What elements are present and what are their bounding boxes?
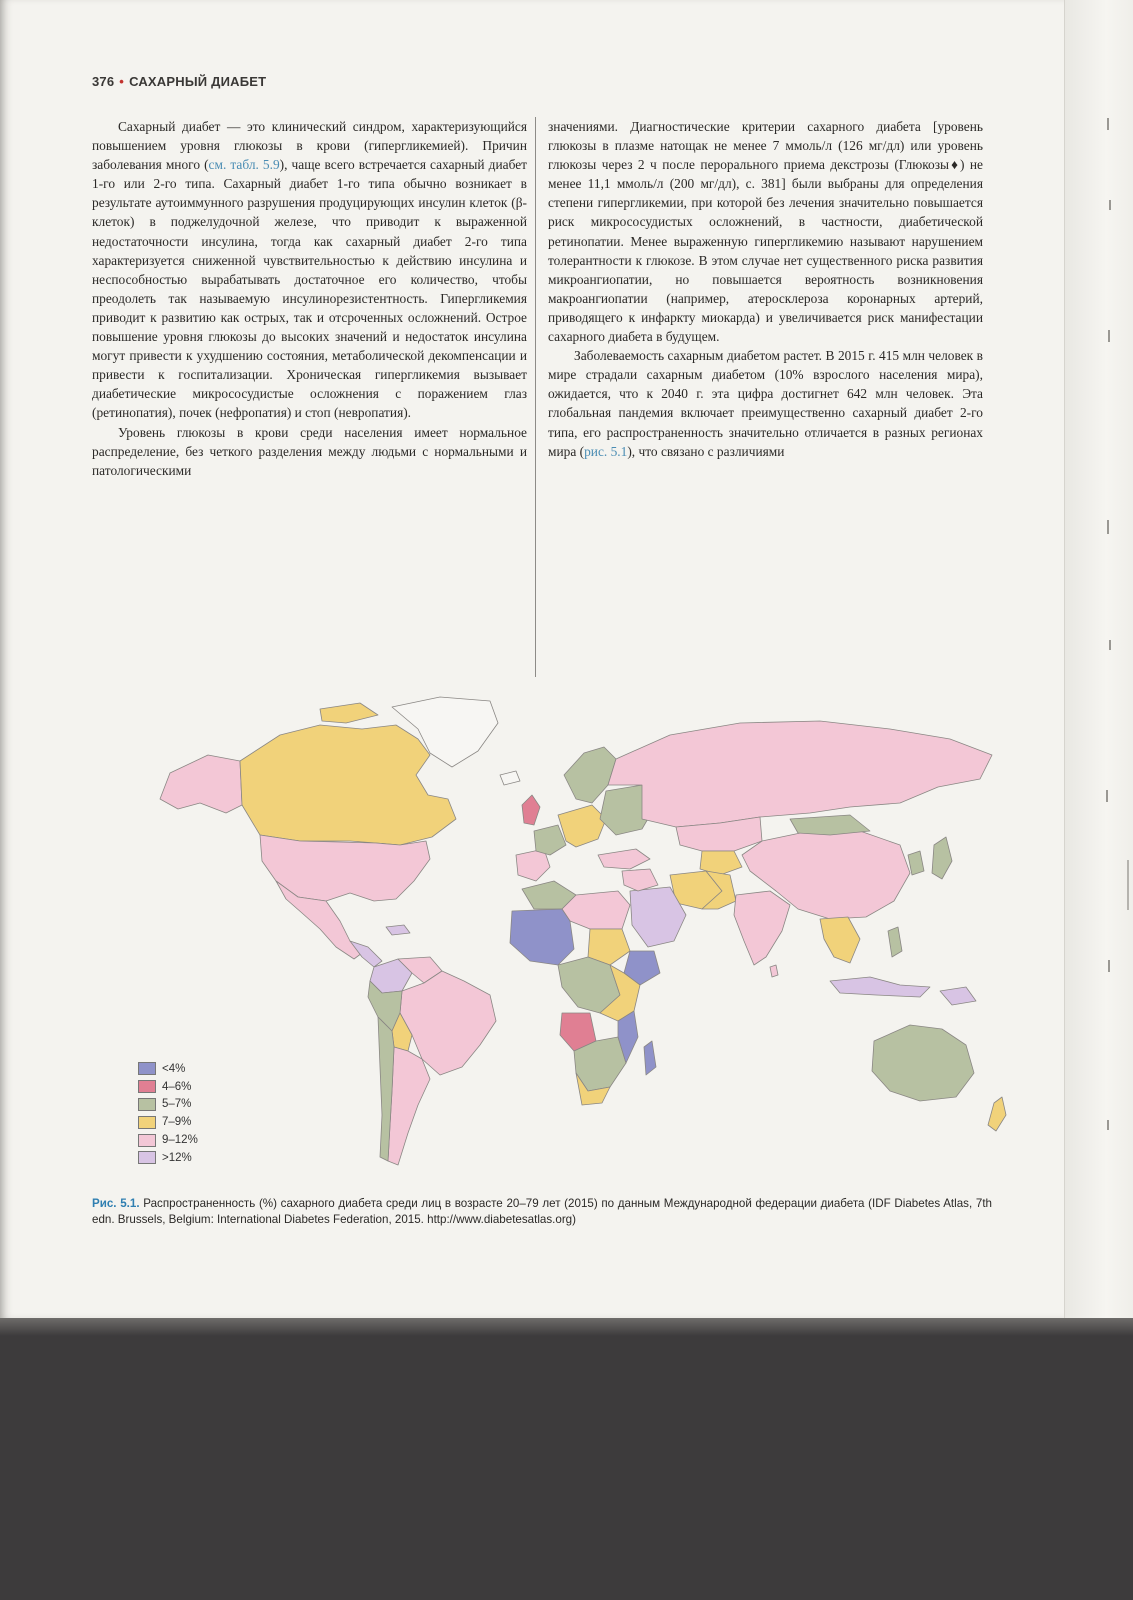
map-legend (138, 1060, 248, 1167)
facing-page-edge (1064, 0, 1133, 1318)
world-diabetes-map (130, 695, 1050, 1190)
page-bottom-shadow (0, 1318, 1133, 1336)
legend-item (138, 1149, 248, 1167)
map-region-uk (522, 795, 540, 825)
header-separator: • (119, 74, 125, 89)
paragraph (548, 346, 983, 461)
map-region-mongolia (790, 815, 870, 835)
running-header (92, 74, 266, 94)
table-reference-link[interactable]: см. табл. 5.9 (208, 157, 280, 173)
map-region-alaska (160, 755, 242, 813)
map-region-levant (622, 869, 658, 891)
column-divider (535, 117, 536, 677)
map-region-arctic-islands (320, 703, 378, 723)
legend-swatch (138, 1098, 156, 1111)
map-region-sri-lanka (770, 965, 778, 977)
legend-item (138, 1096, 248, 1114)
legend-swatch (138, 1134, 156, 1147)
map-region-iceland (500, 771, 520, 785)
paragraph-text: Сахарный диабет — это клинический синдром, характеризующийся повышением уровня глюкозы в крови (гипергликемией). Причин заболевания много ( (92, 119, 527, 173)
legend-label: >12% (162, 1151, 192, 1164)
map-region-central-europe (558, 805, 606, 847)
text-column-right (548, 117, 983, 679)
figure-caption (92, 1196, 992, 1228)
map-region-france (534, 825, 566, 855)
map-region-png (940, 987, 976, 1005)
paragraph-text: ), чаще всего встречается сахарный диабет 1-го или 2-го типа. Сахарный диабет 1-го типа обычно возникает в результате аутоиммунного разрушения продуцирующих инсулин клеток (β-клеток) в поджелудочной железе, что приводит к выраженной недостаточности инсулина, тогда как сахарный диабет 2-го типа характеризуется сниженной чувствительностью к действию инсулина и неспособностью вырабатывать достаточное его количество, чтобы преодолеть так называемую инсулинорезистентность. Гипергликемия приводит к развитию как острых, так и отсроченных осложнений. Острое повышение уровня глюкозы до высоких значений и недостаток инсулина могут привести к ухудшению состояния, метаболической декомпенсации и привести к госпитализации. Хроническая гипергликемия вызывает диабетические микрососудистые осложнения с поражением глаз (ретинопатия), почек (нефропатия) и стоп (невропатия). (92, 157, 527, 421)
legend-swatch (138, 1116, 156, 1129)
legend-item (138, 1113, 248, 1131)
paragraph-text: ), что связано с различиями (627, 443, 785, 459)
map-region-turkey (598, 849, 650, 869)
legend-swatch (138, 1151, 156, 1164)
chapter-title: САХАРНЫЙ ДИАБЕТ (129, 74, 267, 89)
map-region-indonesia (830, 977, 930, 997)
map-region-indochina (820, 917, 860, 963)
legend-label: 7–9% (162, 1116, 192, 1129)
legend-label: <4% (162, 1062, 186, 1075)
legend-label: 4–6% (162, 1080, 192, 1093)
map-region-west-africa (510, 909, 574, 965)
map-region-korea (908, 851, 924, 875)
legend-item (138, 1060, 248, 1078)
map-region-india (734, 891, 790, 965)
map-region-canada (240, 725, 456, 845)
caption-label: Рис. 5.1. (92, 1197, 140, 1210)
legend-label: 9–12% (162, 1134, 198, 1147)
legend-label: 5–7% (162, 1098, 192, 1111)
legend-item (138, 1078, 248, 1096)
map-region-philippines (888, 927, 902, 957)
paragraph: значениями. Диагностические критерии сахарного диабета [уровень глюкозы в плазме натощак не менее 7 ммоль/л (126 мг/дл) или уровень глюкозы через 2 ч после перорального приема декстрозы (Глюкозы♦) не менее 11,1 ммоль/л (200 мг/дл), с. 381] были выбраны для определения степени гипергликемии, при которой без лечения значительно повышается риск микрососудистых осложнений, в частности, диабетической ретинопатии. Менее выраженную гипергликемию называют нарушением толерантности к глюкозе. В этом случае нет существенного риска развития микроангиопатии, но повышается вероятность возникновения макроангиопатии (например, атеросклероза коронарных артерий, приводящего к инфаркту миокарда) и увеличивается риск манифестации сахарного диабета в будущем. (548, 119, 983, 345)
map-region-russia (608, 721, 992, 827)
text-column-left (92, 117, 527, 679)
map-region-australia (872, 1025, 974, 1101)
legend-swatch (138, 1062, 156, 1075)
caption-text: Распространенность (%) сахарного диабета среди лиц в возрасте 20–79 лет (2015) по данным Международной федерации диабета (IDF Diabetes Atlas, 7th edn. Brussels, Belgium: International Diabetes Federation, 2015. http://www.diabetesatlas.org) (92, 1197, 992, 1226)
legend-swatch (138, 1080, 156, 1093)
legend-item (138, 1131, 248, 1149)
paragraph: Уровень глюкозы в крови среди населения имеет нормальное распределение, без четкого разделения между людьми с нормальными и патологическими (92, 424, 527, 478)
map-region-argentina (388, 1047, 430, 1165)
paragraph-text: Заболеваемость сахарным диабетом растет. В 2015 г. 415 млн человек в мире страдали сахарным диабетом (10% взрослого населения мира), ожидается, что к 2040 г. эта цифра достигнет 642 млн человек. Эта глобальная пандемия включает преимущественно сахарный диабет 2-го типа, его распространенность значительно отличается в разных регионах мира ( (548, 348, 983, 459)
map-region-caribbean (386, 925, 410, 935)
map-region-madagascar (644, 1041, 656, 1075)
map-region-new-zealand (988, 1097, 1006, 1131)
figure-reference-link[interactable]: рис. 5.1 (584, 443, 628, 459)
paragraph (92, 117, 527, 423)
map-region-japan (932, 837, 952, 879)
page-number: 376 (92, 74, 115, 89)
